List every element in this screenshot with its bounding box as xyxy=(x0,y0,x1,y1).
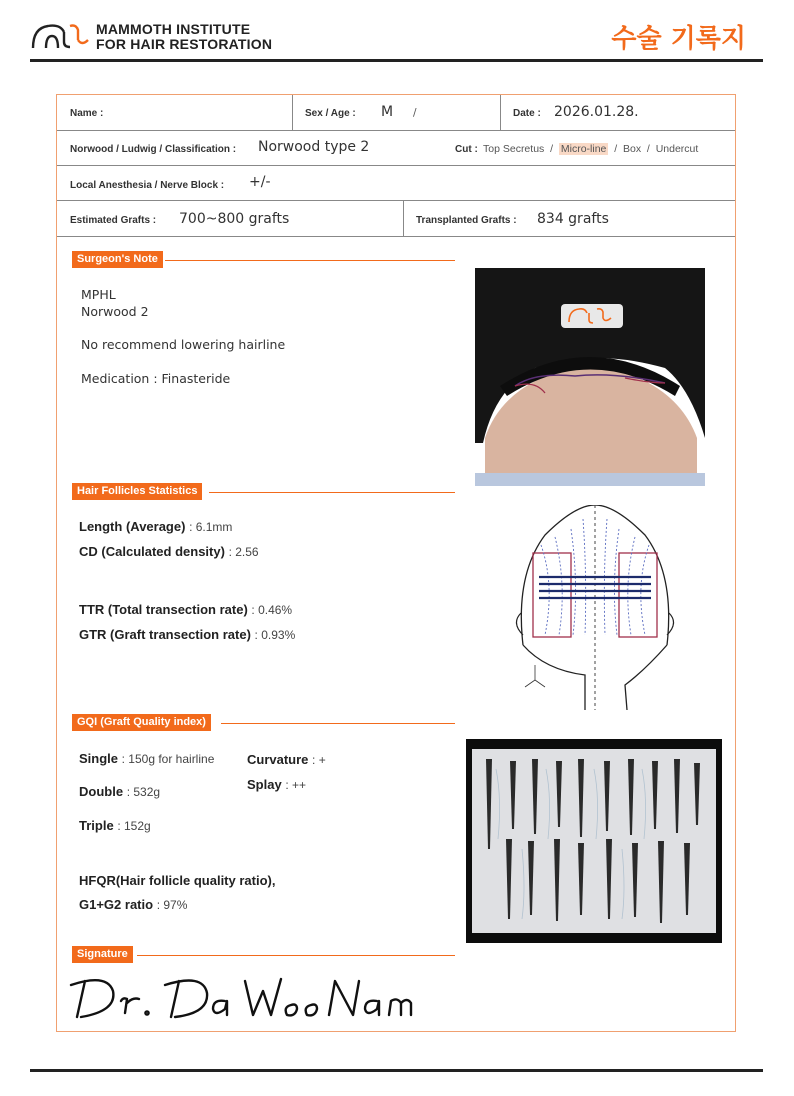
ttr-value: : 0.46% xyxy=(251,603,293,617)
institute-name xyxy=(96,22,272,52)
ttr-stat xyxy=(79,602,292,617)
double-value: : 532g xyxy=(126,785,161,799)
signature-rule xyxy=(137,955,455,956)
cd-label: CD xyxy=(79,544,98,559)
transplanted-grafts-field[interactable]: 834 grafts xyxy=(537,211,609,227)
curvature-value: : + xyxy=(312,753,326,767)
triple-stat xyxy=(79,818,151,833)
cut-option-micro-line[interactable]: Micro-line xyxy=(560,143,607,155)
date-label: Date : xyxy=(513,108,541,119)
sex-field[interactable]: M xyxy=(381,104,394,120)
hairline-photo xyxy=(475,268,705,486)
double-stat xyxy=(79,784,160,799)
mammoth-logo-icon xyxy=(30,20,94,52)
age-separator: / xyxy=(413,107,417,119)
form-row-name xyxy=(57,95,735,131)
transplanted-grafts-label: Transplanted Grafts : xyxy=(416,215,517,226)
document-title: 수술 기록지 xyxy=(611,24,746,54)
single-value: : 150g for hairline xyxy=(121,752,215,766)
length-stat xyxy=(79,519,232,534)
curvature-stat xyxy=(247,752,326,767)
date-field[interactable]: 2026.01.28. xyxy=(554,104,639,120)
classification-label: Norwood / Ludwig / Classification : xyxy=(70,144,237,155)
length-value: : 6.1mm xyxy=(189,520,233,534)
header-divider xyxy=(30,59,763,62)
estimated-grafts-label: Estimated Grafts : xyxy=(70,215,157,226)
note-line-mphl: MPHL xyxy=(81,287,116,302)
cut-option-separator: / xyxy=(544,143,559,155)
estimated-grafts-field[interactable]: 700~800 grafts xyxy=(179,211,290,227)
splay-value: : ++ xyxy=(285,778,306,792)
g1g2-stat xyxy=(79,897,187,912)
gqi-tag: GQI (Graft Quality index) xyxy=(72,714,211,731)
note-line-medication: Medication : Finasteride xyxy=(81,371,231,386)
institute-name-line2: FOR HAIR RESTORATION xyxy=(96,36,273,52)
single-label: Single xyxy=(79,751,119,766)
estimated-grafts-cell xyxy=(57,201,404,236)
classification-field[interactable]: Norwood type 2 xyxy=(258,139,370,155)
cut-option-separator: / xyxy=(608,143,623,155)
date-cell xyxy=(501,95,737,130)
triple-value: : 152g xyxy=(117,819,151,833)
cut-option-separator: / xyxy=(641,143,656,155)
cut-option-undercut[interactable]: Undercut xyxy=(655,143,699,155)
name-cell xyxy=(57,95,293,130)
hfqr-stat xyxy=(79,873,275,888)
surgeons-note-rule xyxy=(165,260,455,261)
name-label: Name : xyxy=(70,108,104,119)
cd-qualifier: (Calculated density) xyxy=(101,544,225,559)
triple-label: Triple xyxy=(79,818,114,833)
footer-divider xyxy=(30,1069,763,1072)
anesthesia-field[interactable]: +/- xyxy=(249,174,271,190)
length-qualifier: (Average) xyxy=(125,519,186,534)
gtr-label: GTR (Graft transection rate) xyxy=(79,627,251,642)
transplanted-grafts-cell xyxy=(404,201,737,236)
cut-option-box[interactable]: Box xyxy=(623,143,642,155)
surgery-record-form xyxy=(56,94,736,1032)
splay-label: Splay xyxy=(247,777,282,792)
sex-age-label: Sex / Age : xyxy=(305,108,356,119)
form-row-anesthesia xyxy=(57,166,735,201)
cd-stat xyxy=(79,544,259,559)
curvature-label: Curvature xyxy=(247,752,309,767)
gtr-value: : 0.93% xyxy=(254,628,296,642)
cd-value: : 2.56 xyxy=(228,545,259,559)
note-line-norwood: Norwood 2 xyxy=(81,304,149,319)
hfqr-label: HFQR(Hair follicle quality ratio), xyxy=(79,873,276,888)
signature-image xyxy=(67,967,447,1027)
note-line-hairline: No recommend lowering hairline xyxy=(81,337,286,352)
form-row-classification xyxy=(57,131,735,166)
follicle-stats-tag: Hair Follicles Statistics xyxy=(72,483,202,500)
institute-name-line1: MAMMOTH INSTITUTE xyxy=(96,21,251,37)
sex-age-cell xyxy=(293,95,501,130)
g1g2-label: G1+G2 ratio xyxy=(79,897,154,912)
cut-label: Cut : xyxy=(455,144,478,155)
length-label: Length xyxy=(79,519,123,534)
cut-option-top-secretus[interactable]: Top Secretus xyxy=(483,143,545,155)
g1g2-value: : 97% xyxy=(156,898,188,912)
anesthesia-label: Local Anesthesia / Nerve Block : xyxy=(70,180,225,191)
gqi-rule xyxy=(221,723,455,724)
splay-stat xyxy=(247,777,306,792)
surgeons-note-tag: Surgeon's Note xyxy=(72,251,163,268)
signature-tag: Signature xyxy=(72,946,133,963)
form-row-grafts xyxy=(57,201,735,237)
follicle-stats-rule xyxy=(209,492,455,493)
donor-area-head-diagram xyxy=(515,505,675,715)
cut-options xyxy=(483,143,698,155)
graft-microscope-photo xyxy=(466,739,722,943)
double-label: Double xyxy=(79,784,124,799)
single-stat xyxy=(79,751,214,766)
ttr-label: TTR (Total transection rate) xyxy=(79,602,248,617)
gtr-stat xyxy=(79,627,295,642)
